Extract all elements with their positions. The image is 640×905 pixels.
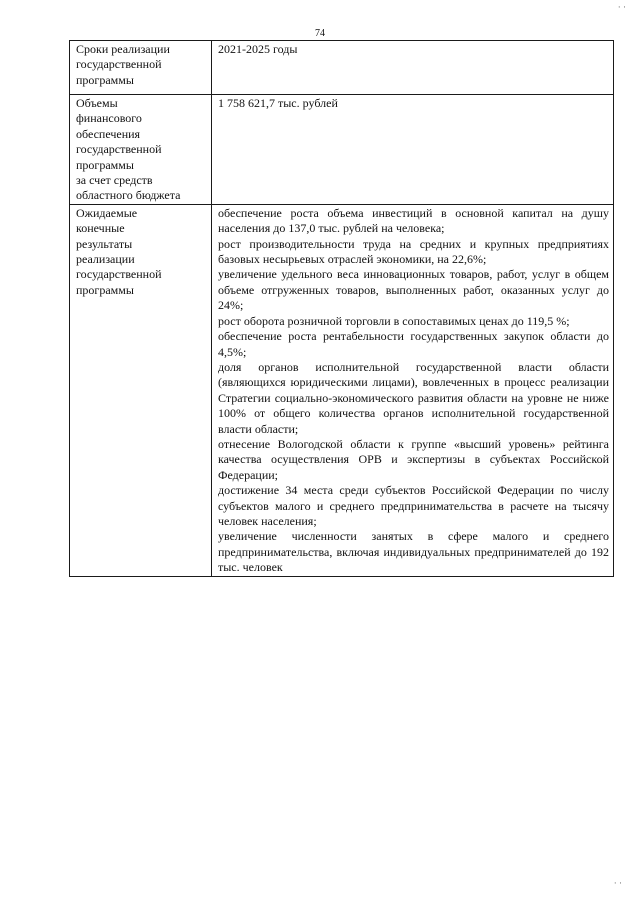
result-item: увеличение удельного веса инновационных товаров, работ, услуг в общем объеме отгруженных товаров, выполненных работ, оказанных услуг до 24%;	[218, 267, 609, 313]
value-terms: 2021-2025 годы	[218, 42, 298, 56]
value-cell-results	[212, 204, 614, 576]
value-finance: 1 758 621,7 тыс. рублей	[218, 96, 338, 110]
result-item: обеспечение роста рентабельности государственных закупок области до 4,5%;	[218, 329, 609, 359]
value-cell-terms	[212, 41, 614, 95]
table-row-terms	[70, 41, 614, 95]
table-row-results	[70, 204, 614, 576]
label-finance: Объемы финансового обеспечения государственной программы за счет средств областного бюджета	[76, 96, 181, 203]
label-cell-results	[70, 204, 212, 576]
result-item: обеспечение роста объема инвестиций в основной капитал на душу населения до 137,0 тыс. рублей на человека;	[218, 205, 609, 236]
result-item: отнесение Вологодской области к группе «высший уровень» рейтинга качества осуществления ОРВ и экспертизы в субъектах Российской Федерации;	[218, 436, 609, 482]
table-row-finance	[70, 95, 614, 205]
label-terms: Сроки реализации государственной программы	[76, 42, 170, 87]
page-number: 74	[315, 28, 325, 39]
result-item: рост оборота розничной торговли в сопоставимых ценах до 119,5 %;	[218, 313, 570, 328]
scan-mark-bottom: · ·	[613, 878, 622, 888]
scan-mark-top: · ·	[617, 2, 626, 12]
label-results: Ожидаемые конечные результаты реализации государственной программы	[76, 205, 162, 297]
label-cell-terms	[70, 41, 212, 95]
result-item: увеличение численности занятых в сфере малого и среднего предпринимательства, включая индивидуальных предпринимателей до 192 тыс. человек	[218, 529, 609, 575]
result-item: рост производительности труда на средних и крупных предприятиях базовых несырьевых отраслей экономики, на 22,6%;	[218, 236, 609, 267]
result-item: достижение 34 места среди субъектов Российской Федерации по числу субъектов малого и среднего предпринимательства в расчете на тысячу человек населения;	[218, 483, 609, 528]
value-cell-finance	[212, 95, 614, 205]
program-passport-table	[69, 40, 614, 577]
label-cell-finance	[70, 95, 212, 205]
result-item: доля органов исполнительной государственной власти области (являющихся юридическими лицами), вовлеченных в процесс реализации Стратегии социально-экономического развития области на уровне не ниже 100% от общего количества органов исполнительной государственной власти области;	[218, 359, 609, 436]
